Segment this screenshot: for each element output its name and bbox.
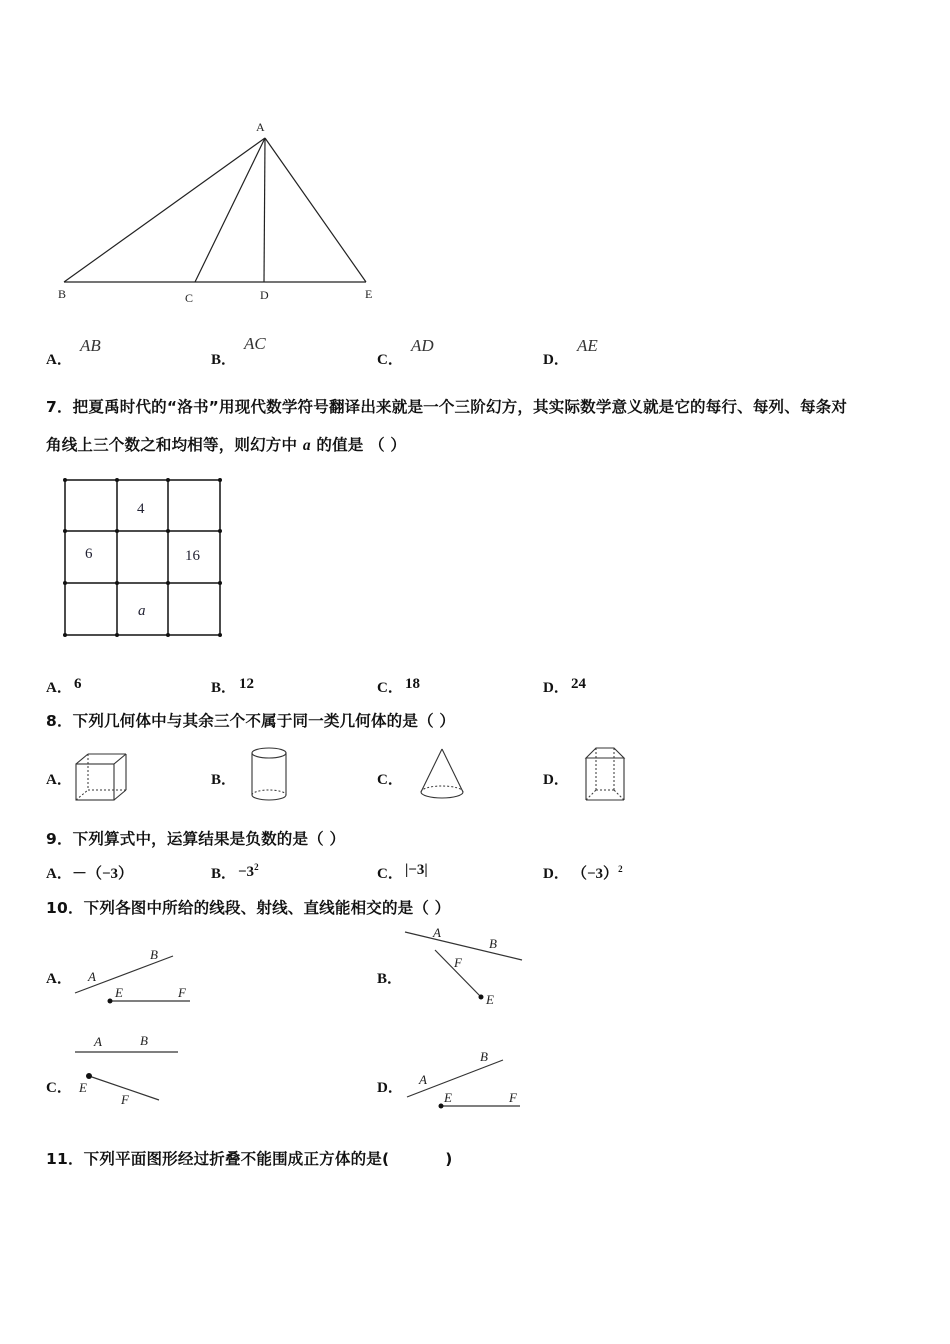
q9-option-a-value: －（−3） bbox=[72, 866, 134, 882]
q10-text: 10．下列各图中所给的线段、射线、直线能相交的是（ ） bbox=[46, 899, 451, 917]
q7-option-d-value: 24 bbox=[571, 676, 586, 692]
q10-option-a-key[interactable]: A． bbox=[46, 971, 72, 987]
q10-figure-d bbox=[400, 1045, 530, 1115]
q10a-label-e: E bbox=[115, 985, 123, 1000]
point-label-e: E bbox=[365, 287, 373, 301]
q7-option-b-key[interactable]: B． bbox=[211, 680, 237, 696]
q10d-label-e: E bbox=[444, 1090, 452, 1105]
q6-option-d-key[interactable]: D． bbox=[543, 352, 569, 368]
q10a-label-b: B bbox=[150, 947, 158, 962]
q7-option-b-value: 12 bbox=[239, 676, 254, 692]
q6-option-c-key[interactable]: C． bbox=[377, 352, 403, 368]
q6-option-c-value: AD bbox=[411, 336, 434, 355]
triangle-figure bbox=[40, 110, 400, 310]
q8-option-b-key[interactable]: B． bbox=[211, 772, 237, 788]
q9-option-a-key[interactable]: A． bbox=[46, 866, 72, 882]
q9-option-d-base: （−3） bbox=[572, 866, 619, 882]
q10-option-c-key[interactable]: C． bbox=[46, 1080, 72, 1096]
q10-figure-c bbox=[70, 1030, 190, 1110]
q6-option-b-key[interactable]: B． bbox=[211, 352, 237, 368]
q6-option-a-value: AB bbox=[80, 336, 101, 355]
q10c-label-f: F bbox=[121, 1092, 129, 1107]
q7-option-c-value: 18 bbox=[405, 676, 420, 692]
q10b-label-b: B bbox=[489, 936, 497, 951]
grid-cell-top-middle: 4 bbox=[137, 501, 145, 517]
q7-line2-before: 角线上三个数之和均相等，则幻方中 bbox=[46, 436, 298, 454]
q9-option-b-base: −3 bbox=[238, 864, 255, 880]
q10c-label-b: B bbox=[140, 1033, 148, 1048]
q10d-label-f: F bbox=[509, 1090, 517, 1105]
q8-option-a-key[interactable]: A． bbox=[46, 772, 72, 788]
q7-option-c-key[interactable]: C． bbox=[377, 680, 403, 696]
q10-option-b-key[interactable]: B． bbox=[377, 971, 403, 987]
q10-figure-a bbox=[70, 940, 200, 1010]
q7-text-line2 bbox=[46, 433, 406, 455]
magic-square-grid bbox=[60, 475, 230, 645]
q9-option-b-exponent: 2 bbox=[254, 862, 259, 872]
q9-option-d-value bbox=[572, 862, 623, 883]
grid-cell-middle-left: 6 bbox=[85, 546, 93, 562]
cylinder-icon bbox=[245, 744, 295, 806]
q7-line2-after: 的值是 （ ） bbox=[316, 436, 407, 454]
q10a-label-a: A bbox=[88, 969, 96, 984]
q7-text-line1: 7．把夏禹时代的“洛书”用现代数学符号翻译出来就是一个三阶幻方，其实际数学意义就是它的每行、每列、每条对 bbox=[46, 398, 848, 416]
q6-option-d-value: AE bbox=[577, 336, 598, 355]
q10-figure-b bbox=[400, 925, 530, 1015]
q6-option-a-key[interactable]: A． bbox=[46, 352, 72, 368]
q9-text: 9．下列算式中，运算结果是负数的是（ ） bbox=[46, 830, 346, 848]
cone-icon bbox=[415, 746, 471, 804]
q9-option-d-key[interactable]: D． bbox=[543, 866, 569, 882]
point-label-a: A bbox=[256, 120, 265, 134]
q9-option-b-key[interactable]: B． bbox=[211, 866, 237, 882]
q7-option-d-key[interactable]: D． bbox=[543, 680, 569, 696]
q6-option-b-value: AC bbox=[244, 334, 266, 353]
q9-option-c-value: |−3| bbox=[405, 862, 428, 878]
q7-option-a-value: 6 bbox=[74, 676, 82, 692]
point-label-c: C bbox=[185, 291, 194, 305]
prism-icon bbox=[580, 744, 630, 806]
q10-option-d-key[interactable]: D． bbox=[377, 1080, 403, 1096]
q7-variable: a bbox=[302, 437, 311, 454]
point-label-d: D bbox=[260, 288, 269, 302]
q10c-label-e: E bbox=[79, 1080, 87, 1095]
q10b-label-e: E bbox=[486, 992, 494, 1007]
cube-icon bbox=[70, 750, 130, 806]
q9-option-d-exponent: 2 bbox=[618, 864, 623, 874]
q9-option-b-value bbox=[238, 862, 259, 881]
q8-option-d-key[interactable]: D． bbox=[543, 772, 569, 788]
q8-option-c-key[interactable]: C． bbox=[377, 772, 403, 788]
point-label-b: B bbox=[58, 287, 67, 301]
q9-option-c-key[interactable]: C． bbox=[377, 866, 403, 882]
q10b-label-f: F bbox=[454, 955, 462, 970]
q7-option-a-key[interactable]: A． bbox=[46, 680, 72, 696]
q10d-label-b: B bbox=[480, 1049, 488, 1064]
q10c-label-a: A bbox=[94, 1034, 102, 1049]
q10b-label-a: A bbox=[433, 925, 441, 940]
grid-cell-bottom-middle: a bbox=[138, 603, 146, 619]
q8-text: 8．下列几何体中与其余三个不属于同一类几何体的是（ ） bbox=[46, 712, 456, 730]
q10d-label-a: A bbox=[419, 1072, 427, 1087]
q11-text: 11．下列平面图形经过折叠不能围成正方体的是( ) bbox=[46, 1150, 453, 1168]
grid-cell-middle-right: 16 bbox=[185, 548, 200, 564]
q10a-label-f: F bbox=[178, 985, 186, 1000]
